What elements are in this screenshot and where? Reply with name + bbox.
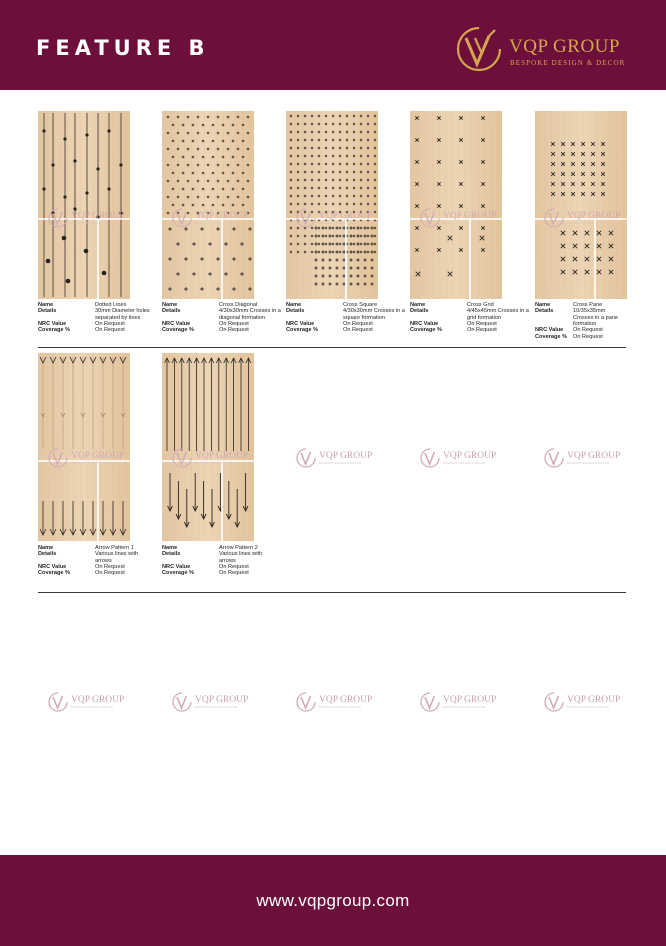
- watermark: [544, 691, 624, 713]
- watermark: [172, 691, 252, 713]
- coverage-label: Coverage %: [38, 327, 71, 334]
- name-label: Name: [535, 302, 551, 308]
- watermark-name: VQP GROUP: [195, 211, 249, 221]
- name-label: Name: [162, 545, 178, 551]
- watermark-tagline: BESPOKE DESIGN & DECOR: [443, 706, 486, 709]
- logo-wordmark: VQP GROUP: [509, 36, 620, 57]
- product-details: 10/35x35mm Crosses in a pane formation: [573, 308, 619, 327]
- vqp-watermark-icon: [172, 207, 192, 229]
- coverage-label: Coverage %: [38, 570, 71, 577]
- watermark-name: VQP GROUP: [443, 451, 497, 461]
- watermark-tagline: BESPOKE DESIGN & DECOR: [443, 222, 486, 225]
- watermark-name: VQP GROUP: [443, 211, 497, 221]
- product-coverage: On Request: [95, 327, 125, 334]
- footer-bar: [0, 855, 666, 946]
- product-nrc: On Request: [219, 321, 249, 327]
- coverage-label: Coverage %: [535, 333, 568, 340]
- nrc-label: NRC Value: [162, 321, 191, 327]
- watermark-tagline: BESPOKE DESIGN & DECOR: [195, 706, 238, 709]
- nrc-label: NRC Value: [535, 327, 564, 334]
- product-details: 4/30x30mm Crosses in a diagonal formation: [219, 308, 281, 321]
- coverage-label: Coverage %: [286, 327, 319, 334]
- watermark-name: VQP GROUP: [71, 211, 125, 221]
- product-name: Arrow Pattern 1: [95, 545, 134, 551]
- product-name: Cross Grid: [467, 302, 494, 308]
- product-coverage: On Request: [467, 327, 497, 334]
- watermark-tagline: BESPOKE DESIGN & DECOR: [71, 222, 114, 225]
- details-label: Details: [286, 308, 305, 315]
- watermark-tagline: BESPOKE DESIGN & DECOR: [71, 462, 114, 465]
- product-coverage: On Request: [219, 327, 249, 334]
- product-name: Arrow Pattern 2: [219, 545, 258, 551]
- watermark: [420, 207, 500, 229]
- watermark-tagline: BESPOKE DESIGN & DECOR: [443, 462, 486, 465]
- watermark: [48, 207, 128, 229]
- product-nrc: On Request: [467, 321, 497, 327]
- watermark: [420, 691, 500, 713]
- watermark-tagline: BESPOKE DESIGN & DECOR: [567, 222, 610, 225]
- watermark-tagline: BESPOKE DESIGN & DECOR: [567, 706, 610, 709]
- vqp-watermark-icon: [172, 691, 192, 713]
- header-bar: [0, 0, 666, 90]
- watermark-name: VQP GROUP: [195, 451, 249, 461]
- watermark-name: VQP GROUP: [71, 451, 125, 461]
- product-coverage: On Request: [343, 327, 373, 334]
- product-coverage: On Request: [573, 333, 603, 340]
- watermark: [296, 447, 376, 469]
- watermark-name: VQP GROUP: [567, 211, 621, 221]
- product-name: Cross Square: [343, 302, 378, 308]
- watermark-tagline: BESPOKE DESIGN & DECOR: [319, 222, 362, 225]
- product-row-2: [38, 353, 626, 593]
- vqp-watermark-icon: [296, 207, 316, 229]
- details-label: Details: [162, 551, 181, 558]
- vqp-watermark-icon: [48, 447, 68, 469]
- product-details: 4/45x45mm Crosses in a grid formation: [467, 308, 529, 321]
- watermark: [420, 447, 500, 469]
- coverage-label: Coverage %: [410, 327, 443, 334]
- product-details: Various lines with arrows: [95, 551, 139, 564]
- watermark-name: VQP GROUP: [319, 211, 373, 221]
- watermark: [296, 207, 376, 229]
- watermark: [172, 207, 252, 229]
- product-details: 30mm Diameter holes separated by lines: [95, 308, 150, 321]
- nrc-label: NRC Value: [410, 321, 439, 327]
- nrc-label: NRC Value: [162, 564, 191, 570]
- panel-image: [410, 111, 502, 299]
- vqp-logo-icon: [455, 24, 503, 76]
- details-label: Details: [410, 308, 429, 315]
- brand-logo: [455, 24, 635, 76]
- vqp-watermark-icon: [544, 207, 564, 229]
- watermark-name: VQP GROUP: [319, 451, 373, 461]
- watermark-tagline: BESPOKE DESIGN & DECOR: [319, 462, 362, 465]
- watermark-tagline: BESPOKE DESIGN & DECOR: [71, 706, 114, 709]
- panel-image: [286, 111, 378, 299]
- watermark-tagline: BESPOKE DESIGN & DECOR: [319, 706, 362, 709]
- name-label: Name: [286, 302, 302, 308]
- details-label: Details: [38, 308, 57, 315]
- vqp-watermark-icon: [48, 691, 68, 713]
- vqp-watermark-icon: [420, 207, 440, 229]
- nrc-label: NRC Value: [38, 564, 67, 570]
- website-link[interactable]: www.vqpgroup.com: [256, 891, 410, 910]
- product-nrc: On Request: [343, 321, 373, 327]
- name-label: Name: [38, 545, 54, 551]
- product-coverage: On Request: [219, 570, 249, 577]
- product-nrc: On Request: [573, 327, 603, 334]
- product-name: Cross Pane: [573, 302, 603, 308]
- watermark-tagline: BESPOKE DESIGN & DECOR: [195, 462, 238, 465]
- product-row-1: [38, 111, 626, 348]
- product-coverage: On Request: [95, 570, 125, 577]
- details-label: Details: [38, 551, 57, 558]
- coverage-label: Coverage %: [162, 327, 195, 334]
- watermark: [48, 447, 128, 469]
- vqp-watermark-icon: [48, 207, 68, 229]
- details-label: Details: [535, 308, 554, 315]
- product-name: Dotted Lines: [95, 302, 127, 308]
- watermark-tagline: BESPOKE DESIGN & DECOR: [567, 462, 610, 465]
- product-nrc: On Request: [219, 564, 249, 570]
- product-details: 4/30x30mm Crosses in a square formation: [343, 308, 405, 321]
- panel-image: [38, 111, 130, 299]
- watermark-name: VQP GROUP: [443, 695, 497, 705]
- nrc-label: NRC Value: [38, 321, 67, 327]
- page-title: FEATURE B: [36, 36, 210, 60]
- vqp-watermark-icon: [544, 691, 564, 713]
- name-label: Name: [410, 302, 426, 308]
- watermark-tagline: BESPOKE DESIGN & DECOR: [195, 222, 238, 225]
- vqp-watermark-icon: [544, 447, 564, 469]
- vqp-watermark-icon: [420, 691, 440, 713]
- watermark: [172, 447, 252, 469]
- product-details: Various lines with arrows: [219, 551, 263, 564]
- product-name: Cross Diagonal: [219, 302, 258, 308]
- details-label: Details: [162, 308, 181, 315]
- panel-image: [535, 111, 627, 299]
- logo-tagline: BESPOKE DESIGN & DECOR: [510, 59, 626, 67]
- watermark: [296, 691, 376, 713]
- watermark-name: VQP GROUP: [567, 695, 621, 705]
- watermark: [48, 691, 128, 713]
- coverage-label: Coverage %: [162, 570, 195, 577]
- vqp-watermark-icon: [296, 447, 316, 469]
- watermark-name: VQP GROUP: [195, 695, 249, 705]
- watermark-name: VQP GROUP: [567, 451, 621, 461]
- product-nrc: On Request: [95, 564, 125, 570]
- nrc-label: NRC Value: [286, 321, 315, 327]
- watermark: [544, 447, 624, 469]
- watermark-name: VQP GROUP: [71, 695, 125, 705]
- vqp-watermark-icon: [296, 691, 316, 713]
- name-label: Name: [162, 302, 178, 308]
- vqp-watermark-icon: [420, 447, 440, 469]
- vqp-watermark-icon: [172, 447, 192, 469]
- watermark: [544, 207, 624, 229]
- panel-image: [162, 111, 254, 299]
- product-nrc: On Request: [95, 321, 125, 327]
- watermark-name: VQP GROUP: [319, 695, 373, 705]
- name-label: Name: [38, 302, 54, 308]
